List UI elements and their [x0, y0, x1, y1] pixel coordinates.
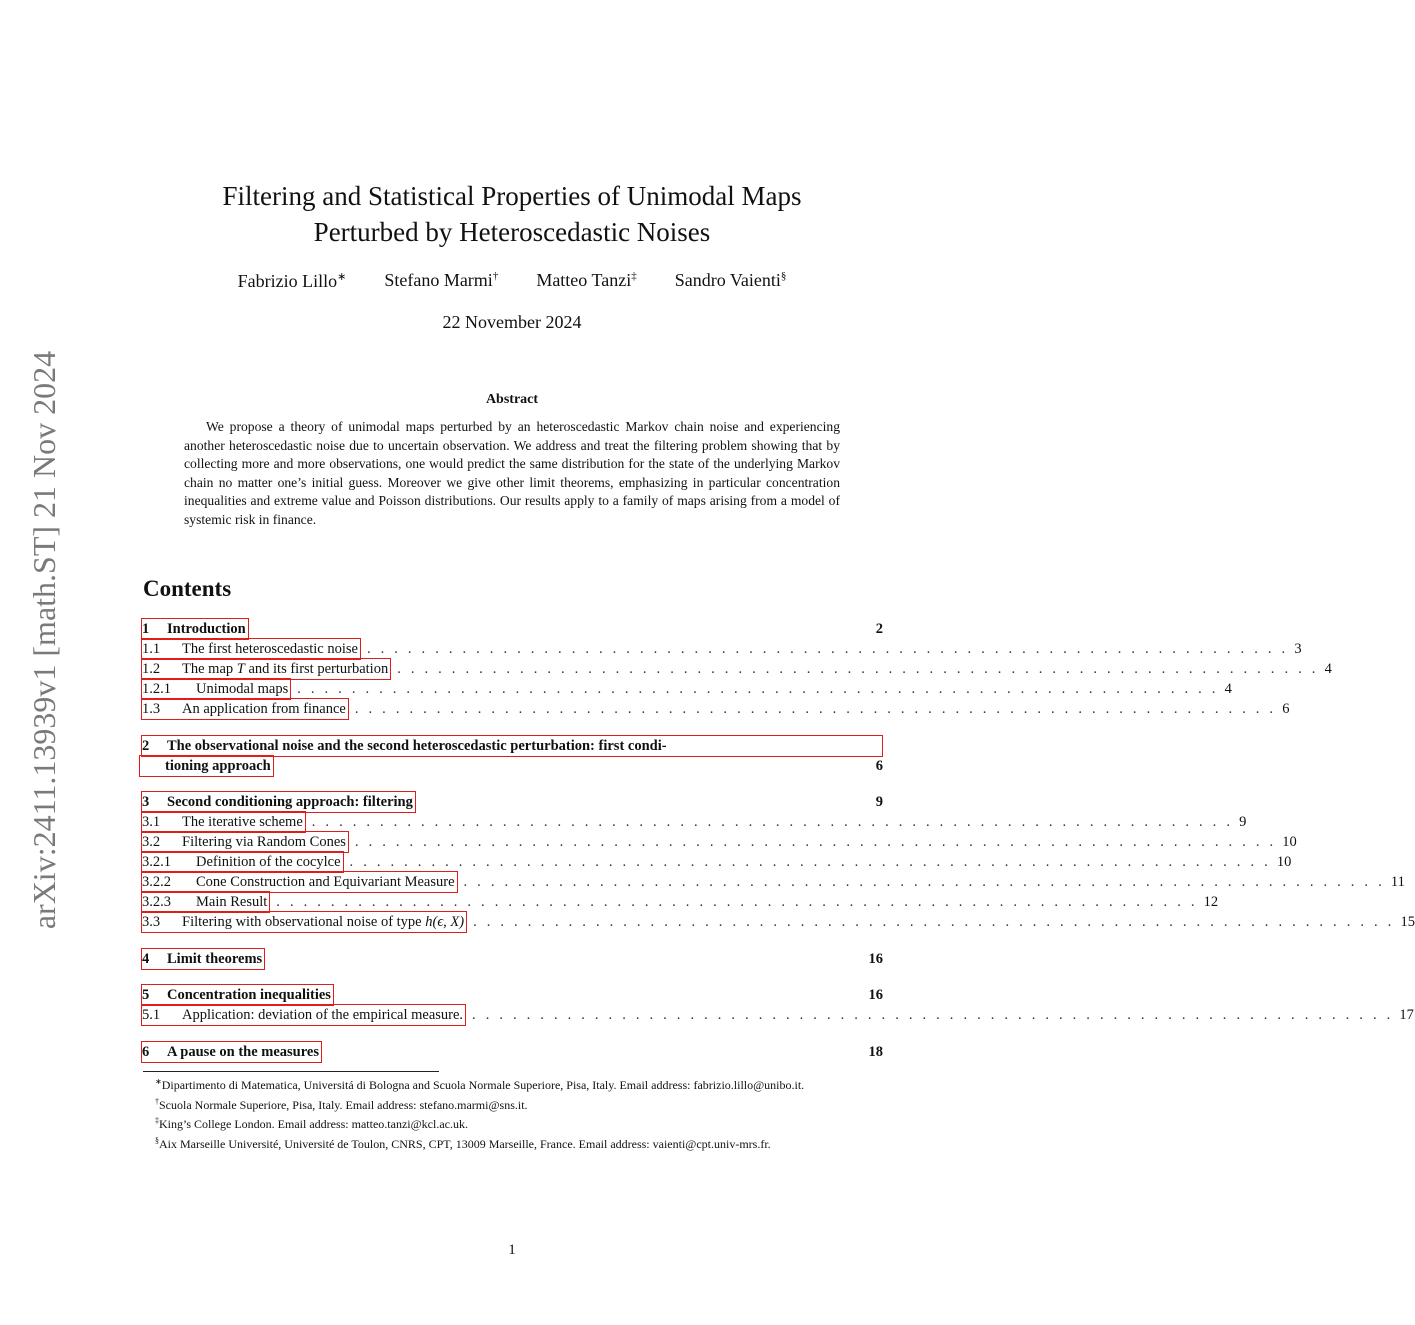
- toc-link[interactable]: 3.2.3 Main Result: [141, 891, 270, 913]
- toc-link[interactable]: tioning approach: [139, 755, 274, 777]
- footnote: §Aix Marseille Université, Université de Toulon, CNRS, CPT, 13009 Marseille, France. Email address: vaienti@cpt.univ-mrs.fr.: [155, 1135, 771, 1151]
- toc-entry[interactable]: 3 Second conditioning approach: filtering 9: [143, 791, 883, 811]
- author-1: Fabrizio Lillo∗: [237, 271, 347, 291]
- toc-entry[interactable]: 1.2 The map T and its first perturbation . . . . . . . . . . . . . . . . . . . . . . . . . . . . . . . . . . . . . . . . . . . . . . . . . . . . . . . . . . . . . . . . . . . . 4: [143, 658, 883, 678]
- toc-link[interactable]: 1.3 An application from finance: [141, 698, 349, 720]
- contents-heading: Contents: [143, 576, 232, 601]
- toc-link[interactable]: 3.1 The iterative scheme: [141, 811, 306, 833]
- toc-link[interactable]: 6 A pause on the measures: [141, 1041, 322, 1063]
- toc-link[interactable]: 3 Second conditioning approach: filtering: [141, 791, 416, 813]
- toc-entry[interactable]: 1.2.1 Unimodal maps . . . . . . . . . . . . . . . . . . . . . . . . . . . . . . . . . . . . . . . . . . . . . . . . . . . . . . . . . . . . . . . . . . . . 4: [143, 678, 883, 698]
- toc-link[interactable]: 4 Limit theorems: [141, 948, 265, 970]
- arxiv-stamp: arXiv:2411.13939v1 [math.ST] 21 Nov 2024: [26, 350, 62, 930]
- author-3: Matteo Tanzi‡: [536, 270, 637, 290]
- toc-entry[interactable]: 3.2 Filtering via Random Cones . . . . . . . . . . . . . . . . . . . . . . . . . . . . . . . . . . . . . . . . . . . . . . . . . . . . . . . . . . . . . . . . . . . . 10: [143, 831, 883, 851]
- toc-link[interactable]: 1.2.1 Unimodal maps: [141, 678, 291, 700]
- toc-entry[interactable]: 3.1 The iterative scheme . . . . . . . . . . . . . . . . . . . . . . . . . . . . . . . . . . . . . . . . . . . . . . . . . . . . . . . . . . . . . . . . . . . . 9: [143, 811, 883, 831]
- author-4: Sandro Vaienti§: [674, 270, 787, 290]
- toc-link[interactable]: 1.2 The map T and its first perturbation: [141, 658, 391, 680]
- abstract-heading: Abstract: [485, 392, 539, 407]
- toc-entry[interactable]: 3.2.3 Main Result . . . . . . . . . . . . . . . . . . . . . . . . . . . . . . . . . . . . . . . . . . . . . . . . . . . . . . . . . . . . . . . . . . . . 12: [143, 891, 883, 911]
- toc-entry[interactable]: 3.2.2 Cone Construction and Equivariant Measure . . . . . . . . . . . . . . . . . . . . . . . . . . . . . . . . . . . . . . . . . . . . . . . . . . . . . . . . . . . . . . . . . . . . 11: [143, 871, 883, 891]
- footnote: †Scuola Normale Superiore, Pisa, Italy. Email address: stefano.marmi@sns.it.: [155, 1096, 528, 1112]
- title-line-2: Perturbed by Heteroscedastic Noises: [313, 217, 711, 247]
- author-list: [0, 270, 1024, 292]
- footnote-rule: [143, 1071, 439, 1072]
- toc-entry[interactable]: 6 A pause on the measures 18: [143, 1041, 883, 1061]
- page-number: 1: [508, 1242, 516, 1258]
- author-2: Stefano Marmi†: [384, 270, 499, 290]
- toc-entry[interactable]: 1.3 An application from finance . . . . . . . . . . . . . . . . . . . . . . . . . . . . . . . . . . . . . . . . . . . . . . . . . . . . . . . . . . . . . . . . . . . . 6: [143, 698, 883, 718]
- toc-link[interactable]: 3.2.2 Cone Construction and Equivariant Measure: [141, 871, 458, 893]
- toc-link[interactable]: 3.2 Filtering via Random Cones: [141, 831, 349, 853]
- toc-link[interactable]: 5 Concentration inequalities: [141, 984, 334, 1006]
- paper-title: [0, 178, 1024, 250]
- toc-entry[interactable]: 4 Limit theorems 16: [143, 948, 883, 968]
- paper-date: 22 November 2024: [442, 312, 582, 332]
- toc-link[interactable]: 1.1 The first heteroscedastic noise: [141, 638, 361, 660]
- footnote: ∗Dipartimento di Matematica, Universitá di Bologna and Scuola Normale Superiore, Pisa, Italy. Email address: fabrizio.lillo@unibo.it.: [155, 1077, 805, 1092]
- toc-link[interactable]: 3.2.1 Definition of the cocylce: [141, 851, 344, 873]
- toc-entry[interactable]: 1.1 The first heteroscedastic noise . . . . . . . . . . . . . . . . . . . . . . . . . . . . . . . . . . . . . . . . . . . . . . . . . . . . . . . . . . . . . . . . . . . . 3: [143, 638, 883, 658]
- toc-entry-continued[interactable]: tioning approach 6: [143, 755, 883, 775]
- toc-link[interactable]: 3.3 Filtering with observational noise of type h(ϵ, X): [141, 911, 467, 933]
- toc-entry[interactable]: 1 Introduction 2: [143, 618, 883, 638]
- toc-entry[interactable]: 3.3 Filtering with observational noise of type h(ϵ, X) . . . . . . . . . . . . . . . . . . . . . . . . . . . . . . . . . . . . . . . . . . . . . . . . . . . . . . . . . . . . . . . . . . . . 15: [143, 911, 883, 931]
- title-line-1: Filtering and Statistical Properties of Unimodal Maps: [222, 181, 802, 211]
- abstract-text: We propose a theory of unimodal maps perturbed by an heteroscedastic Markov chain noise and experiencing another heteroscedastic noise due to uncertain observation. We address and treat the filtering problem showing that by collecting more and more observations, one would predict the same distribution for the state of the underlying Markov chain no matter one’s initial guess. Moreover we give other limit theorems, emphasizing in particular concentration inequalities and extreme value and Poisson distributions. Our results apply to a family of maps arising from a model of systemic risk in finance.: [184, 419, 840, 527]
- toc-link[interactable]: 2 The observational noise and the second heteroscedastic perturbation: first condi-: [141, 735, 883, 757]
- toc-link[interactable]: 1 Introduction: [141, 618, 249, 640]
- toc-entry[interactable]: 5.1 Application: deviation of the empirical measure. . . . . . . . . . . . . . . . . . . . . . . . . . . . . . . . . . . . . . . . . . . . . . . . . . . . . . . . . . . . . . . . . . . . . 17: [143, 1004, 883, 1024]
- footnote: ‡King’s College London. Email address: matteo.tanzi@kcl.ac.uk.: [155, 1116, 468, 1132]
- toc-entry[interactable]: 3.2.1 Definition of the cocylce . . . . . . . . . . . . . . . . . . . . . . . . . . . . . . . . . . . . . . . . . . . . . . . . . . . . . . . . . . . . . . . . . . . . 10: [143, 851, 883, 871]
- footnotes: [143, 1074, 883, 1152]
- toc-link[interactable]: 5.1 Application: deviation of the empirical measure.: [141, 1004, 466, 1026]
- toc-entry[interactable]: 5 Concentration inequalities 16: [143, 984, 883, 1004]
- toc-entry[interactable]: [143, 735, 883, 755]
